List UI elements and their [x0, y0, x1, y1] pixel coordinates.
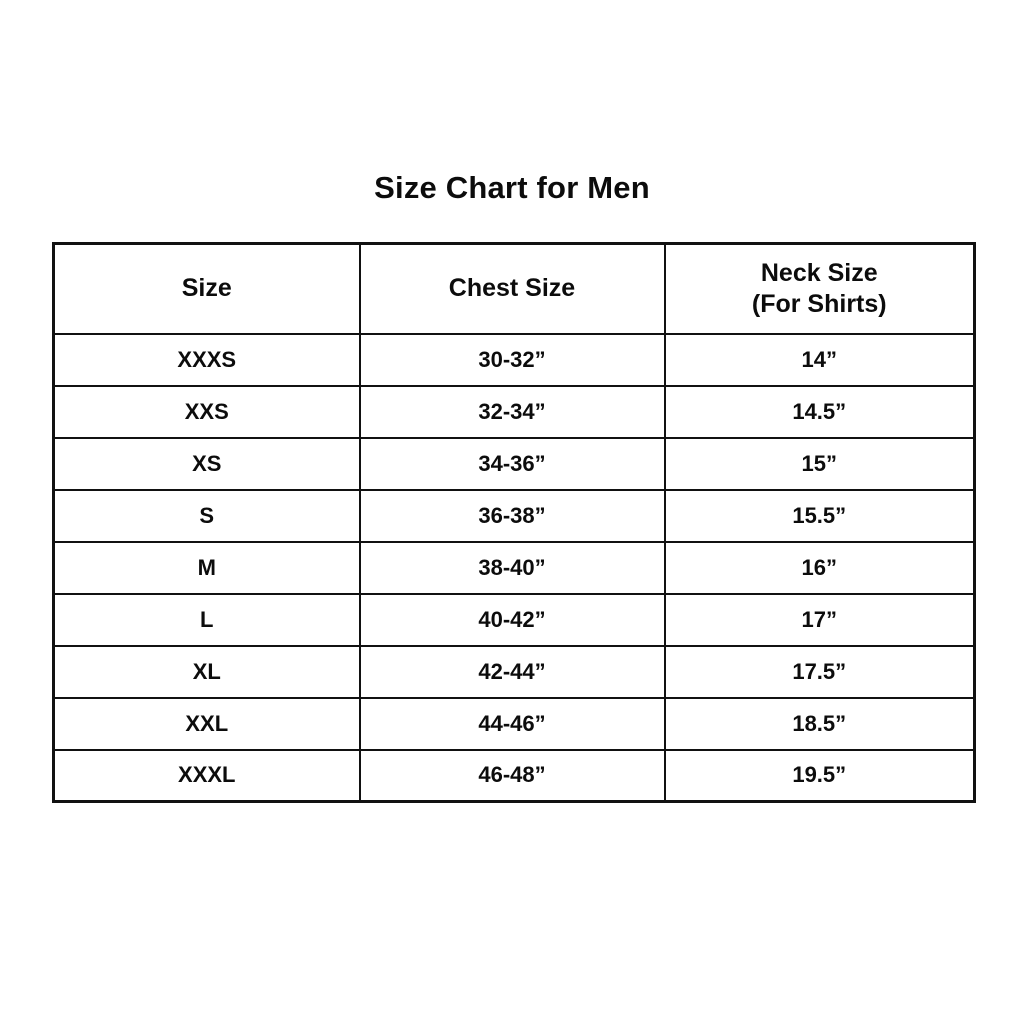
cell-neck: 15.5” — [665, 490, 975, 542]
cell-neck: 18.5” — [665, 698, 975, 750]
cell-size: XXS — [54, 386, 360, 438]
header-neck-size — [665, 244, 975, 334]
cell-neck: 14” — [665, 334, 975, 386]
cell-chest: 44-46” — [360, 698, 665, 750]
cell-chest: 40-42” — [360, 594, 665, 646]
header-neck-size-line1: Neck Size — [760, 258, 878, 287]
table-row — [54, 594, 975, 646]
cell-chest: 30-32” — [360, 334, 665, 386]
cell-chest: 36-38” — [360, 490, 665, 542]
header-size: Size — [54, 244, 360, 334]
cell-chest: 32-34” — [360, 386, 665, 438]
table-row — [54, 334, 975, 386]
cell-neck: 17” — [665, 594, 975, 646]
cell-neck: 14.5” — [665, 386, 975, 438]
table-row — [54, 438, 975, 490]
cell-size: XS — [54, 438, 360, 490]
table-row — [54, 750, 975, 802]
table-row — [54, 646, 975, 698]
cell-neck: 16” — [665, 542, 975, 594]
cell-chest: 34-36” — [360, 438, 665, 490]
page-title: Size Chart for Men — [374, 170, 650, 205]
cell-size: L — [54, 594, 360, 646]
cell-chest: 42-44” — [360, 646, 665, 698]
cell-neck: 19.5” — [665, 750, 975, 802]
table-row — [54, 386, 975, 438]
cell-size: S — [54, 490, 360, 542]
header-chest-size: Chest Size — [360, 244, 665, 334]
cell-chest: 38-40” — [360, 542, 665, 594]
size-chart-table — [52, 242, 976, 803]
cell-chest: 46-48” — [360, 750, 665, 802]
cell-size: XXL — [54, 698, 360, 750]
table-row — [54, 542, 975, 594]
table-row — [54, 490, 975, 542]
cell-neck: 15” — [665, 438, 975, 490]
cell-size: XXXL — [54, 750, 360, 802]
table-row — [54, 698, 975, 750]
cell-neck: 17.5” — [665, 646, 975, 698]
header-row — [54, 244, 975, 334]
header-neck-size-line2: (For Shirts) — [751, 289, 887, 318]
cell-size: XL — [54, 646, 360, 698]
cell-size: M — [54, 542, 360, 594]
cell-size: XXXS — [54, 334, 360, 386]
